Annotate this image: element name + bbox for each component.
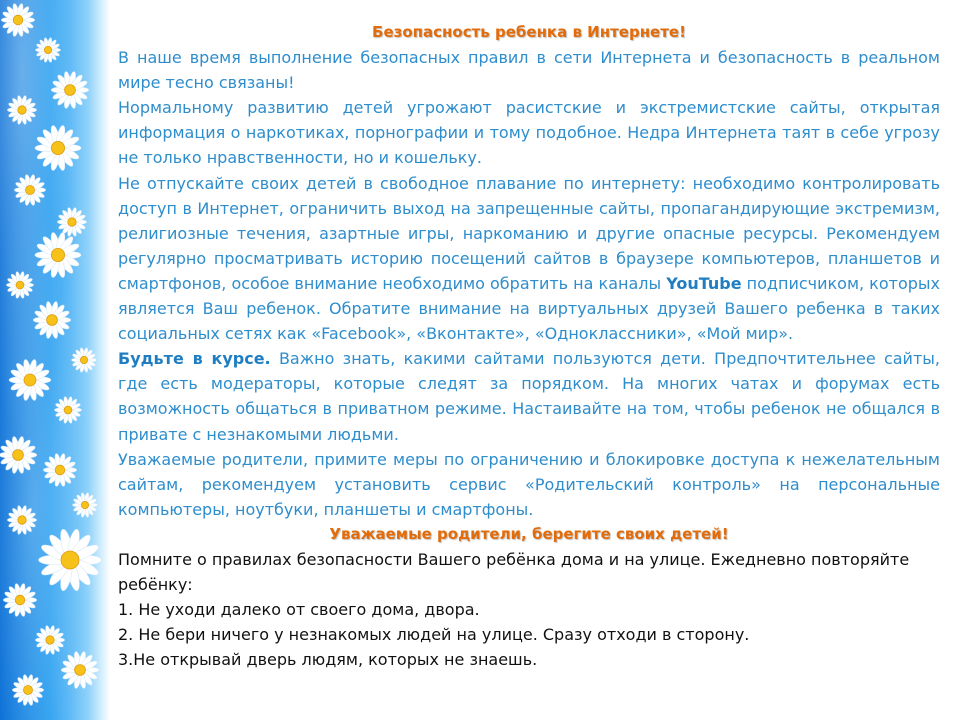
page-title: Безопасность ребенка в Интернете! <box>372 23 686 41</box>
paragraph-5: Уважаемые родители, примите меры по ограничению и блокировке доступа к нежелательным сайтам, рекомендуем установить сервис «Родительский контроль» на персональные компьютеры, ноутбуки, планшеты и смартфоны. <box>118 449 940 519</box>
reminder-intro: Помните о правилах безопасности Вашего ребёнка дома и на улице. Ежедневно повторяйте ребёнку: <box>118 549 910 595</box>
article <box>118 20 940 672</box>
paragraph-1: В наше время выполнение безопасных правил в сети Интернета и безопасность в реальном мире тесно связаны! <box>118 48 940 93</box>
paragraph-4 <box>118 346 940 446</box>
rule-item-2: 2. Не бери ничего у незнакомых людей на улице. Сразу отходи в сторону. <box>118 625 750 645</box>
paragraph-3-part-a: Не отпускайте своих детей в свободное плавание по интернету: необходимо контролировать доступ в Интернет, ограничить выход на запрещенные сайты, пропагандирующие экстремизм, религиозные течения, азартные игры, наркоманию и другие опасные ресурсы. Рекомендуем регулярно просматривать историю посещений сайтов в браузере компьютеров, планшетов и смартфонов, особое внимание необходимо обратить на каналы <box>118 173 940 293</box>
chamomile-flowers-image <box>0 0 110 720</box>
main-text <box>118 45 940 522</box>
paragraph-2: Нормальному развитию детей угрожают расистские и экстремистские сайты, открытая информация о наркотиках, порнографии и тому подобное. Недра Интернета таят в себе угрозу не только нравственности, но и кошельку. <box>118 98 940 168</box>
subtitle: Уважаемые родители, берегите своих детей! <box>329 524 729 543</box>
reminder-block <box>118 547 940 672</box>
be-aware-bold: Будьте в курсе. <box>118 349 271 369</box>
paragraph-4-text: Важно знать, какими сайтами пользуются дети. Предпочтительнее сайты, где есть модераторы, которые следят за порядком. На многих чатах и форумах есть возможность общаться в приватном режиме. Настаивайте на том, чтобы ребенок не общался в привате с незнакомыми людьми. <box>118 349 940 444</box>
rule-item-3: 3.Не открывай дверь людям, которых не знаешь. <box>118 650 538 670</box>
paragraph-3 <box>118 171 940 347</box>
rule-item-1: 1. Не уходи далеко от своего дома, двора. <box>118 600 480 620</box>
chamomile-border <box>0 0 110 720</box>
youtube-bold: YouTube <box>666 273 742 293</box>
paragraph-3-part-b: подписчиком, которых является Ваш ребенок. Обратите внимание на виртуальных друзей Вашего ребенка в таких социальных сетях как «Facebook», «Вконтакте», «Одноклассники», «Мой мир». <box>118 273 940 344</box>
